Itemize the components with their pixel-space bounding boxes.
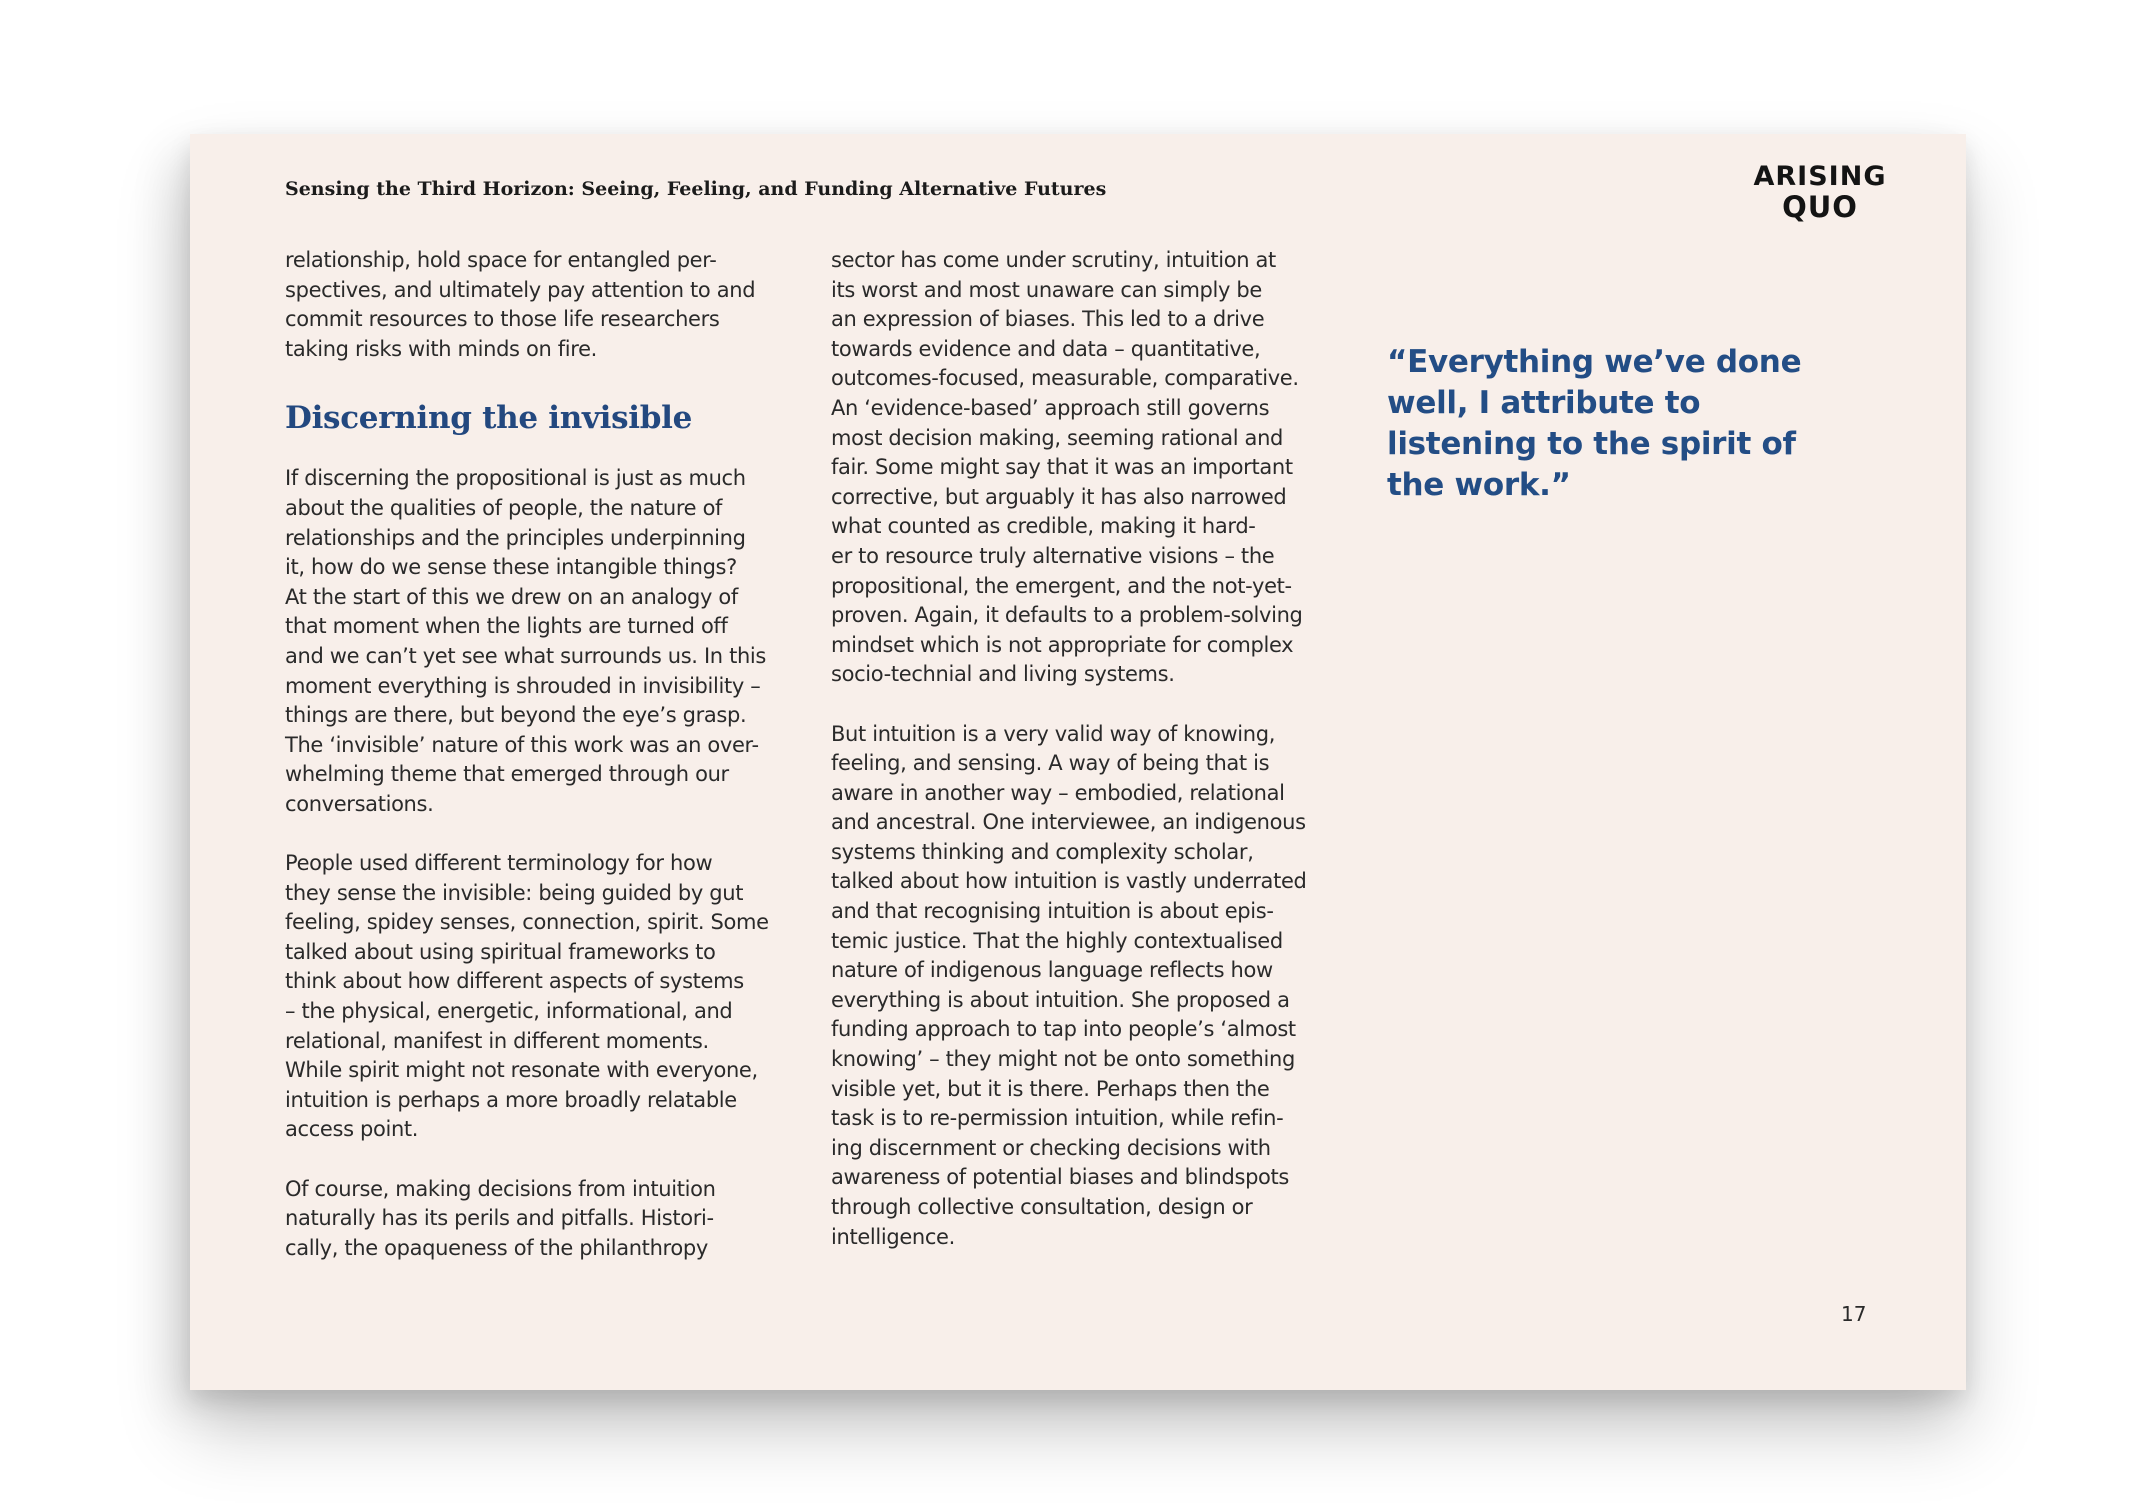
text-column-middle xyxy=(831,246,1351,1282)
document-page xyxy=(190,134,1966,1390)
text-column-left xyxy=(285,246,805,1293)
paragraph-invisible: If discerning the propositional is just as much about the qualities of people, the nature of relationships and the principles underpinning it, how do we sense these intangible things? At the start of this we drew on an analogy of that moment when the lights are turned off and we can’t yet see what surrounds us. In this moment everything is shrouded in invisibility – things are there, but beyond the eye’s grasp. The ‘invisible’ nature of this work was an over- whelming theme that emerged through our conversations. xyxy=(285,466,766,816)
intro-paragraph: relationship, hold space for entangled per- spectives, and ultimately pay attention to and commit resources to those life researchers taking risks with minds on fire. xyxy=(285,248,756,361)
section-heading: Discerning the invisible xyxy=(285,400,693,437)
paragraph-terminology: People used different terminology for how they sense the invisible: being guided by gut feeling, spidey senses, connection, spirit. Some talked about using spiritual frameworks to think about how different aspects of systems – the physical, energetic, informational, and relational, manifest in different moments. While spirit might not resonate with everyone, intuition is perhaps a more broadly relatable access point. xyxy=(285,851,769,1142)
logo-line-1: ARISING xyxy=(1753,161,1887,192)
arising-quo-logo xyxy=(1750,162,1890,222)
paragraph-perils: Of course, making decisions from intuition naturally has its perils and pitfalls. Histori- cally, the opaqueness of the philanthropy xyxy=(285,1176,716,1260)
paragraph-scrutiny: sector has come under scrutiny, intuition at its worst and most unaware can simply be an expression of biases. This led to a drive towards evidence and data – quantitative, outcomes-focused, measurable, comparative. An ‘evidence-based’ approach still governs most decision making, seeming rational and fair. Some might say that it was an important corrective, but arguably it has also narrowed what counted as credible, making it hard- er to resource truly alternative visions – the propositional, the emergent, and the not-yet- proven. Again, it defaults to a problem-solving mindset which is not appropriate for complex socio-technial and living systems. xyxy=(831,248,1303,687)
running-title: Sensing the Third Horizon: Seeing, Feeling, and Funding Alternative Futures xyxy=(285,178,1107,200)
pull-quote: “Everything we’ve done well, I attribute to listening to the spirit of the work.” xyxy=(1387,344,1802,503)
page-number: 17 xyxy=(1841,1302,1867,1326)
logo-line-2: QUO xyxy=(1782,190,1858,224)
paragraph-intuition: But intuition is a very valid way of knowing, feeling, and sensing. A way of being that is aware in another way – embodied, relational and ancestral. One interviewee, an indigenous systems thinking and complexity scholar, talked about how intuition is vastly underrated and that recognising intuition is about epis- temic justice. That the highly contextualised nature of indigenous language reflects how everything is about intuition. She proposed a funding approach to tap into people’s ‘almost knowing’ – they might not be onto something visible yet, but it is there. Perhaps then the task is to re-permission intuition, while refin- ing discernment or checking decisions with awareness of potential biases and blindspots through collective consultation, design or intelligence. xyxy=(831,721,1307,1249)
